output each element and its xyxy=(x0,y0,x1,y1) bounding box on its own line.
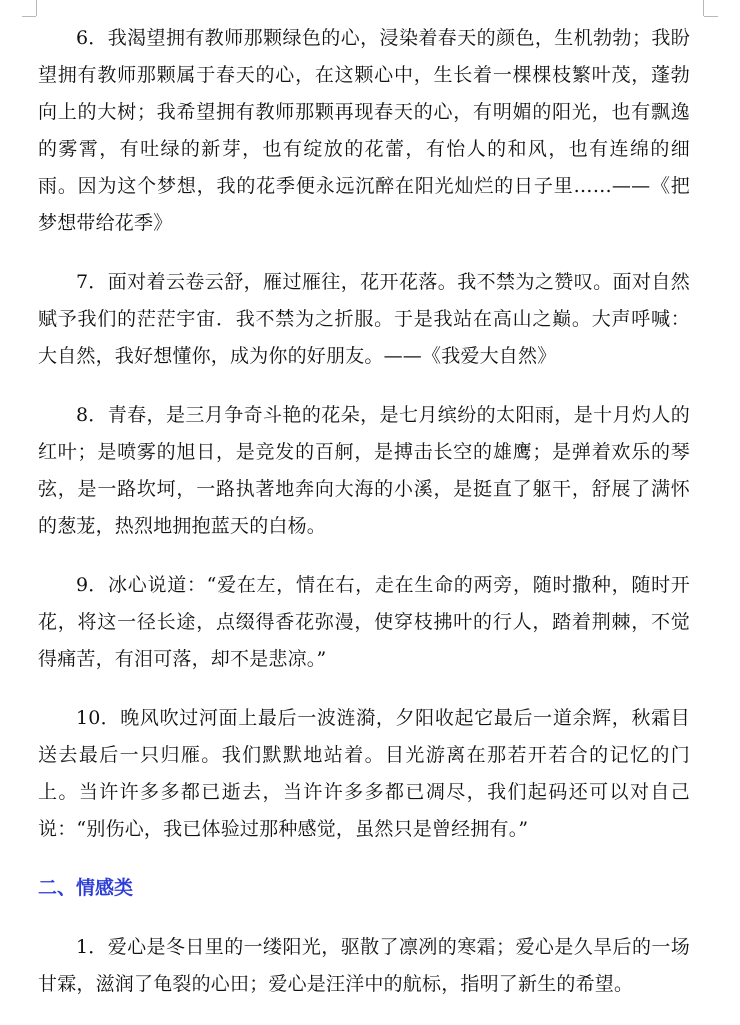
paragraph-number: 8． xyxy=(76,404,108,426)
crop-mark-right xyxy=(703,0,704,16)
paragraph-number: 10． xyxy=(76,707,120,729)
paragraph-number: 6． xyxy=(76,27,108,49)
paragraph-10 xyxy=(38,700,690,848)
paragraph-text: 面对着云卷云舒，雁过雁往，花开花落。我不禁为之赞叹。面对自然赋予我们的茫茫宇宙．我不禁为之折服。于是我站在高山之巅。大声呼喊：大自然，我好想懂你，成为你的好朋友。——《我爱大自然》 xyxy=(38,271,690,367)
paragraph-number: 9． xyxy=(76,574,108,596)
section-heading: 二、情感类 xyxy=(38,877,134,899)
paragraph-text: 晚风吹过河面上最后一波涟漪，夕阳收起它最后一道余辉，秋霜目送去最后一只归雁。我们默默地站着。目光游离在那若开若合的记忆的门上。当许许多多都已逝去，当许许多多都已凋尽，我们起码还可以对自己说：“别伤心，我已体验过那种感觉，虽然只是曾经拥有。” xyxy=(38,707,690,840)
paragraph-text: 爱心是冬日里的一缕阳光，驱散了凛冽的寒霜；爱心是久旱后的一场甘霖，滋润了龟裂的心田；爱心是汪洋中的航标，指明了新生的希望。 xyxy=(38,936,690,995)
paragraph-7 xyxy=(38,264,690,375)
crop-mark-right-horizontal xyxy=(704,16,718,17)
crop-mark-left-horizontal xyxy=(22,16,36,17)
document-page xyxy=(38,20,690,1025)
crop-mark-left xyxy=(36,0,37,16)
paragraph-text: 冰心说道：“爱在左，情在右，走在生命的两旁，随时撒种，随时开花，将这一径长途，点缀得香花弥漫，使穿枝拂叶的行人，踏着荆棘，不觉得痛苦，有泪可落，却不是悲凉。” xyxy=(38,574,690,670)
paragraph-text: 我渴望拥有教师那颗绿色的心，浸染着春天的颜色，生机勃勃；我盼望拥有教师那颗属于春天的心，在这颗心中，生长着一棵棵枝繁叶茂，蓬勃向上的大树；我希望拥有教师那颗再现春天的心，有明媚的阳光，也有飘逸的雾霄，有吐绿的新芽，也有绽放的花蕾，有怡人的和风，也有连绵的细雨。因为这个梦想，我的花季便永远沉醉在阳光灿烂的日子里……——《把梦想带给花季》 xyxy=(38,27,690,234)
paragraph-6 xyxy=(38,20,690,242)
paragraph-number: 1． xyxy=(76,936,108,958)
paragraph-1 xyxy=(38,929,690,1003)
paragraph-text: 青春，是三月争奇斗艳的花朵，是七月缤纷的太阳雨，是十月灼人的红叶；是喷雾的旭日，是竞发的百舸，是搏击长空的雄鹰；是弹着欢乐的琴弦，是一路坎坷，一路执著地奔向大海的小溪，是挺直了躯干，舒展了满怀的葱茏，热烈地拥抱蓝天的白杨。 xyxy=(38,404,690,537)
paragraph-9 xyxy=(38,567,690,678)
paragraph-8 xyxy=(38,397,690,545)
paragraph-number: 7． xyxy=(76,271,108,293)
